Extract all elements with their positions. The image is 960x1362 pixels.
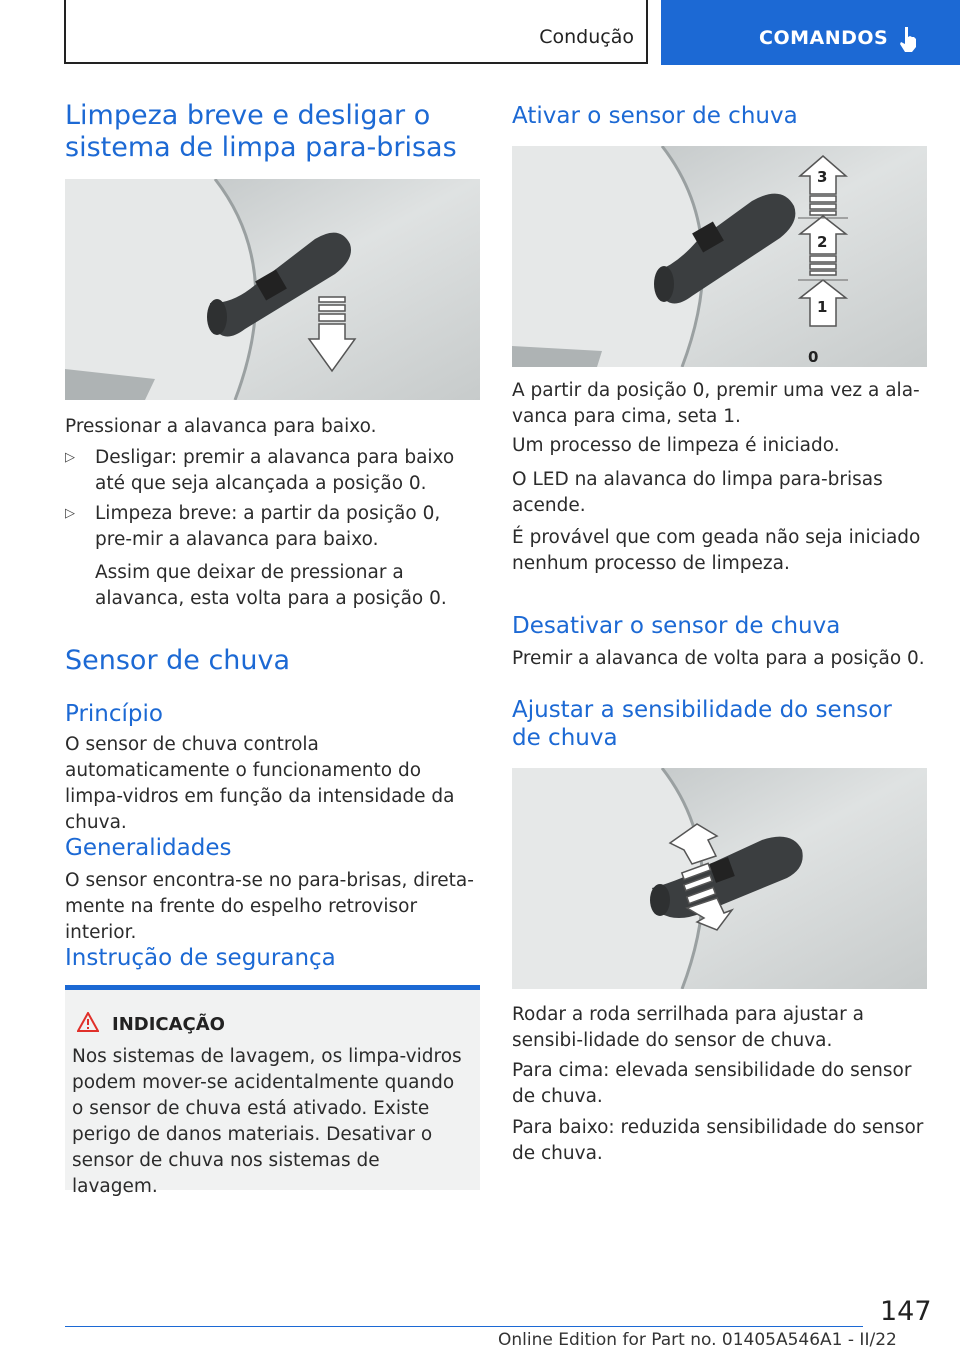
warning-label: INDICAÇÃO [112,1014,225,1035]
header-section-tab [64,0,648,64]
bullet-item [65,501,480,553]
subsection-title-deactivate: Desativar o sensor de chuva [512,613,841,639]
figure-lever-down [65,179,480,400]
header-section-title: Condução [539,26,634,48]
adjust-text-3: Para baixo: reduzida sensibilidade do sensor de chuva. [512,1117,924,1164]
header-chapter-title: COMANDOS [759,27,889,49]
subsection-title-safety: Instrução de segurança [65,945,336,971]
footer-rule [65,1326,863,1327]
figure-lever-positions [512,146,927,367]
warning-text: Nos sistemas de lavagem, os limpa-vidros podem mover-se acidentalmente quando o sensor de chuva está ativado. Existe perigo de danos materiais. Desativar o sensor de chuva nos sistemas de lavagem. [72,1046,462,1197]
position-label-0: 0 [808,348,819,366]
triangle-bullet-icon: ▷ [65,450,75,465]
section-title-rain-sensor: Sensor de chuva [65,645,291,676]
lever-down-illustration [65,179,480,400]
principle-text: O sensor de chuva controla automaticamente o funcionamento do limpa-vidros em função da intensidade da chuva. [65,734,455,833]
position-label-1: 1 [817,298,828,316]
lever-positions-illustration [512,146,927,367]
activate-text-3: O LED na alavanca do limpa para-brisas acende. [512,469,883,516]
adjust-text-1: Rodar a roda serrilhada para ajustar a sensibi-lidade do sensor de chuva. [512,1004,864,1051]
subsection-title-general: Generalidades [65,835,232,861]
page-number: 147 [880,1296,932,1327]
activate-text-1: A partir da posição 0, premir uma vez a ala-vanca para cima, seta 1. [512,380,920,427]
activate-text-4: É provável que com geada não seja iniciado nenhum processo de limpeza. [512,527,921,574]
knurled-wheel-illustration [512,768,927,989]
position-label-2: 2 [817,233,828,251]
adjust-text-2: Para cima: elevada sensibilidade do sensor de chuva. [512,1060,912,1107]
section-title-activate: Ativar o sensor de chuva [512,103,798,129]
deactivate-text: Premir a alavanca de volta para a posição 0. [512,648,925,669]
figure-knurled-wheel [512,768,927,989]
header-chapter-tab [661,0,960,65]
subsection-title-adjust: Ajustar a sensibilidade do sensor de chuva [512,697,892,751]
warning-box [65,990,480,1197]
bullet-item [65,445,480,497]
bullet-text: Limpeza breve: a partir da posição 0, pre-mir a alavanca para baixo. [95,503,441,550]
subsection-title-principle: Princípio [65,701,163,727]
warning-triangle-icon [77,1012,99,1032]
pointing-hand-icon [897,25,919,53]
figure-caption-lever-down: Pressionar a alavanca para baixo. [65,416,377,437]
bullet-text: Desligar: premir a alavanca para baixo até que seja alcançada a posição 0. [95,447,455,494]
position-label-3: 3 [817,168,828,186]
edition-text: Online Edition for Part no. 01405A546A1 - II/22 [498,1330,897,1350]
section-title-brief-wipe: Limpeza breve e desligar o sistema de limpa para-brisas [65,100,457,163]
activate-text-2: Um processo de limpeza é iniciado. [512,435,840,456]
bullet-continuation: Assim que deixar de pressionar a alavanca, esta volta para a posição 0. [95,562,447,609]
general-text: O sensor encontra-se no para-brisas, direta-mente na frente do espelho retrovisor interior. [65,870,474,943]
triangle-bullet-icon: ▷ [65,506,75,521]
